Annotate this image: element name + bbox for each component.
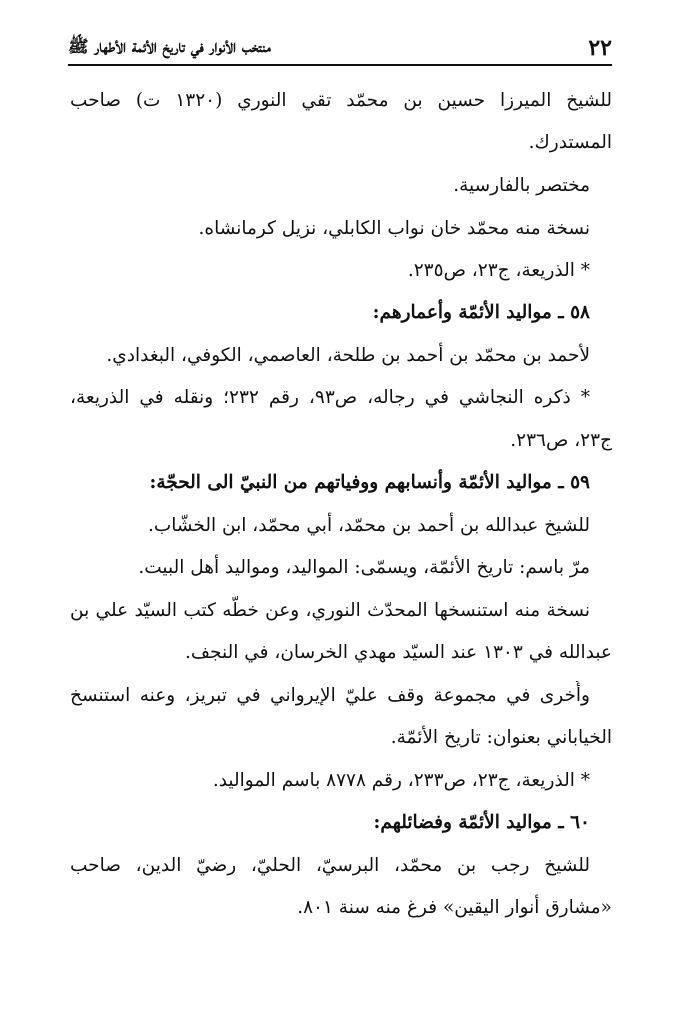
text-line: مختصر بالفارسية. (453, 175, 590, 196)
text-line: للشيخ الميرزا حسين بن محمّد تقي النوري (١٣٢٠ ت) صاحب (70, 90, 612, 111)
page-number: ٢٢ (588, 35, 612, 61)
entry-heading: ٦٠ ـ مواليد الأئمّة وفضائلهم: (373, 812, 590, 833)
page-header (68, 32, 612, 64)
text-line: المستدرك. (528, 132, 612, 153)
text-line: نسخة منه استنسخها المحدّث النوري، وعن خطّه كتب السيّد علي بن (70, 600, 590, 621)
text-line: الخياباني بعنوان: تاريخ الأئمّة. (390, 727, 612, 748)
reference-note: * ذكره النجاشي في رجاله، ص٩٣، رقم ٢٣٢؛ ونقله في الذريعة، (70, 387, 590, 408)
entry-heading: ٥٩ ـ مواليد الأئمّة وأنسابهم ووفياتهم من النبيّ الى الحجّة: (149, 472, 590, 493)
text-line: وأُخرى في مجموعة وقف عليّ الإيرواني في تبريز، وعنه استنسخ (70, 685, 590, 706)
text-line: «مشارق أنوار اليقين» فرغ منه سنة ٨٠١. (297, 897, 612, 918)
text-line: للشيخ رجب بن محمّد، البرسيّ، الحليّ، رضيّ الدين، صاحب (70, 855, 590, 876)
text-line: عبدالله في ١٣٠٣ عند السيّد مهدي الخرسان، في النجف. (185, 642, 612, 663)
reference-note: * الذريعة، ج٢٣، ص٢٣٣، رقم ٨٧٧٨ باسم المواليد. (212, 770, 590, 791)
text-line: ج٢٣، ص٢٣٦. (510, 430, 612, 451)
text-line: لأحمد بن محمّد بن أحمد بن طلحة، العاصمي، الكوفي، البغدادي. (106, 345, 590, 366)
text-line: مرّ باسم: تاريخ الأئمّة، ويسمّى: المواليد، ومواليد أهل البيت. (138, 557, 590, 578)
text-line: نسخة منه محمّد خان نواب الكابلي، نزيل كرمانشاه. (198, 218, 590, 239)
text-line: للشيخ عبدالله بن أحمد بن محمّد، أبي محمّد، ابن الخشّاب. (147, 515, 590, 536)
entry-heading: ٥٨ ـ مواليد الأئمّة وأعمارهم: (372, 302, 590, 323)
running-title: منتخب الأنوار في تاريخ الأئمة الأطهار ﷺ (68, 36, 271, 57)
header-rule (68, 64, 612, 66)
reference-note: * الذريعة، ج٢٣، ص٢٣٥. (407, 260, 590, 281)
